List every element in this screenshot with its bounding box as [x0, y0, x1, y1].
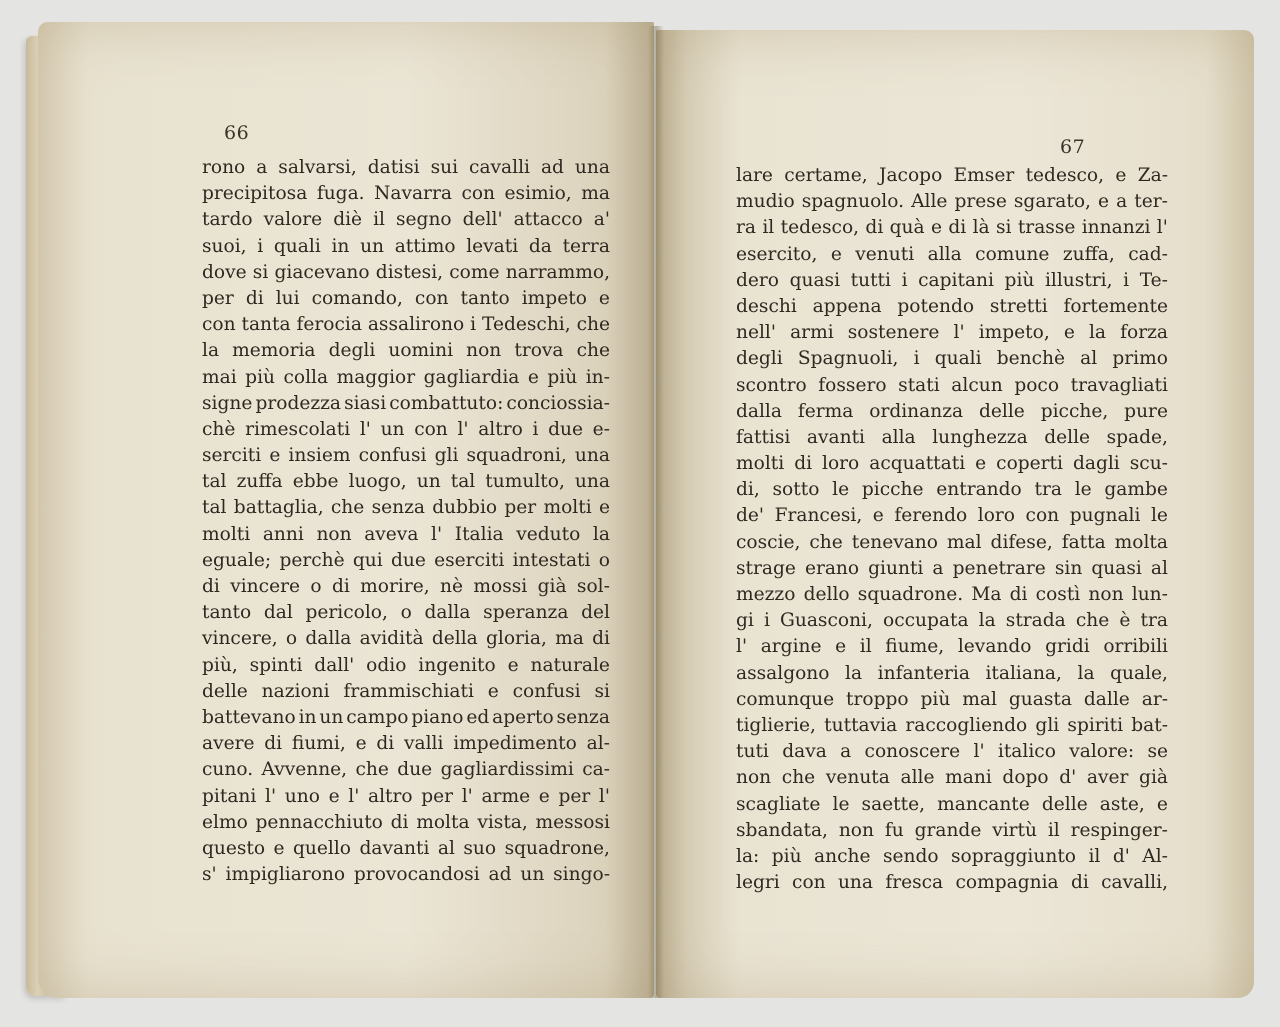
text-line: di vincere o di morire, nè mossi già sol- [202, 576, 610, 597]
text-line: comunque troppo più mal guasta dalle ar- [736, 688, 1168, 710]
text-line: vincere, o dalla avidità della gloria, ma di [202, 628, 610, 650]
text-line: dove si giacevano distesi, come narrammo, [202, 261, 610, 283]
text-line: deschi appena potendo stretti fortemente [736, 295, 1168, 317]
text-line: con tanta ferocia assalirono i Tedeschi, che [202, 314, 610, 336]
text-line: eguale; perchè qui due eserciti intestati o [202, 549, 610, 571]
page-number: 67 [1060, 136, 1086, 158]
text-line: cuno. Avvenne, che due gagliardissimi ca- [202, 759, 610, 781]
book-gutter [648, 26, 664, 998]
text-line: dero quasi tutti i capitani più illustri, i Te- [736, 269, 1168, 291]
text-line: de' Francesi, e ferendo loro con pugnali le [736, 505, 1168, 527]
text-line: nell' armi sostenere l' impeto, e la forza [736, 322, 1168, 344]
text-line: questo e quello davanti al suo squadrone, [202, 837, 610, 859]
text-line: tardo valore diè il segno dell' attacco a' [202, 209, 610, 231]
text-line: mezzo dello squadrone. Ma di costì non lun- [736, 584, 1168, 605]
text-line: non che venuta alle mani dopo d' aver già [736, 767, 1168, 789]
text-line: degli Spagnuoli, i quali benchè al primo [736, 348, 1168, 370]
text-line: mudio spagnuolo. Alle prese sgarato, e a ter- [736, 191, 1168, 213]
text-line: legri con una fresca compagnia di cavalli, [736, 872, 1168, 894]
text-line: dalla ferma ordinanza delle picche, pure [736, 400, 1168, 422]
text-line: rono a salvarsi, datisi sui cavalli ad una [202, 157, 610, 178]
text-line: serciti e insiem confusi gli squadroni, una [202, 445, 610, 467]
text-line: lare certame, Jacopo Emser tedesco, e Za- [736, 165, 1168, 186]
text-line: di, sotto le picche entrando tra le gambe [736, 479, 1168, 501]
text-line: tiglierie, tuttavia raccogliendo gli spiriti bat- [736, 714, 1168, 736]
text-line: tal battaglia, che senza dubbio per molti e [202, 497, 610, 519]
text-line: avere di fiumi, e di valli impedimento al- [202, 733, 610, 755]
text-line: ra il tedesco, di quà e di là si trasse innanzi l' [736, 217, 1168, 239]
text-line: per di lui comando, con tanto impeto e [202, 287, 610, 309]
text-line: elmo pennacchiuto di molta vista, messosi [202, 811, 610, 833]
text-line: signe prodezza siasi combattuto: conciossia- [202, 392, 610, 414]
text-line: tal zuffa ebbe luogo, un tal tumulto, una [202, 471, 610, 493]
left-page [38, 22, 654, 998]
text-line: mai più colla maggior gagliardia e più in- [202, 366, 610, 388]
text-line: l' argine e il fiume, levando gridi orribili [736, 636, 1168, 658]
text-line: delle nazioni frammischiati e confusi si [202, 680, 610, 702]
text-line: chè rimescolati l' un con l' altro i due e- [202, 418, 610, 440]
text-line: coscie, che tenevano mal difese, fatta molta [736, 531, 1168, 553]
text-line: battevano in un campo piano ed aperto senza [202, 706, 610, 728]
page-number: 66 [224, 122, 250, 144]
text-line: la: più anche sendo sopraggiunto il d' Al- [736, 845, 1168, 867]
text-line: assalgono la infanteria italiana, la quale, [736, 662, 1168, 684]
text-line: molti anni non aveva l' Italia veduto la [202, 523, 610, 545]
text-line: precipitosa fuga. Navarra con esimio, ma [202, 183, 610, 205]
text-line: fattisi avanti alla lunghezza delle spade, [736, 426, 1168, 448]
text-line: pitani l' uno e l' altro per l' arme e per l' [202, 785, 610, 807]
text-line: tanto dal pericolo, o dalla speranza del [202, 602, 610, 624]
text-line: scagliate le saette, mancante delle aste, e [736, 793, 1168, 815]
text-line: gi i Guasconi, occupata la strada che è tra [736, 610, 1168, 632]
text-line: tuti dava a conoscere l' italico valore: se [736, 741, 1168, 763]
text-line: più, spinti dall' odio ingenito e naturale [202, 654, 610, 676]
text-line: strage erano giunti a penetrare sin quasi al [736, 557, 1168, 579]
text-line: scontro fossero stati alcun poco travagliati [736, 374, 1168, 396]
text-line: suoi, i quali in un attimo levati da terra [202, 235, 610, 257]
text-line: molti di loro acquattati e coperti dagli scu- [736, 453, 1168, 475]
text-block [202, 155, 610, 888]
text-line: esercito, e venuti alla comune zuffa, cad- [736, 243, 1168, 265]
text-line: la memoria degli uomini non trova che [202, 340, 610, 362]
text-line: s' impigliarono provocandosi ad un singo- [202, 864, 610, 886]
text-line: sbandata, non fu grande virtù il respinger- [736, 819, 1168, 841]
right-page [656, 30, 1254, 998]
text-block [736, 163, 1168, 896]
